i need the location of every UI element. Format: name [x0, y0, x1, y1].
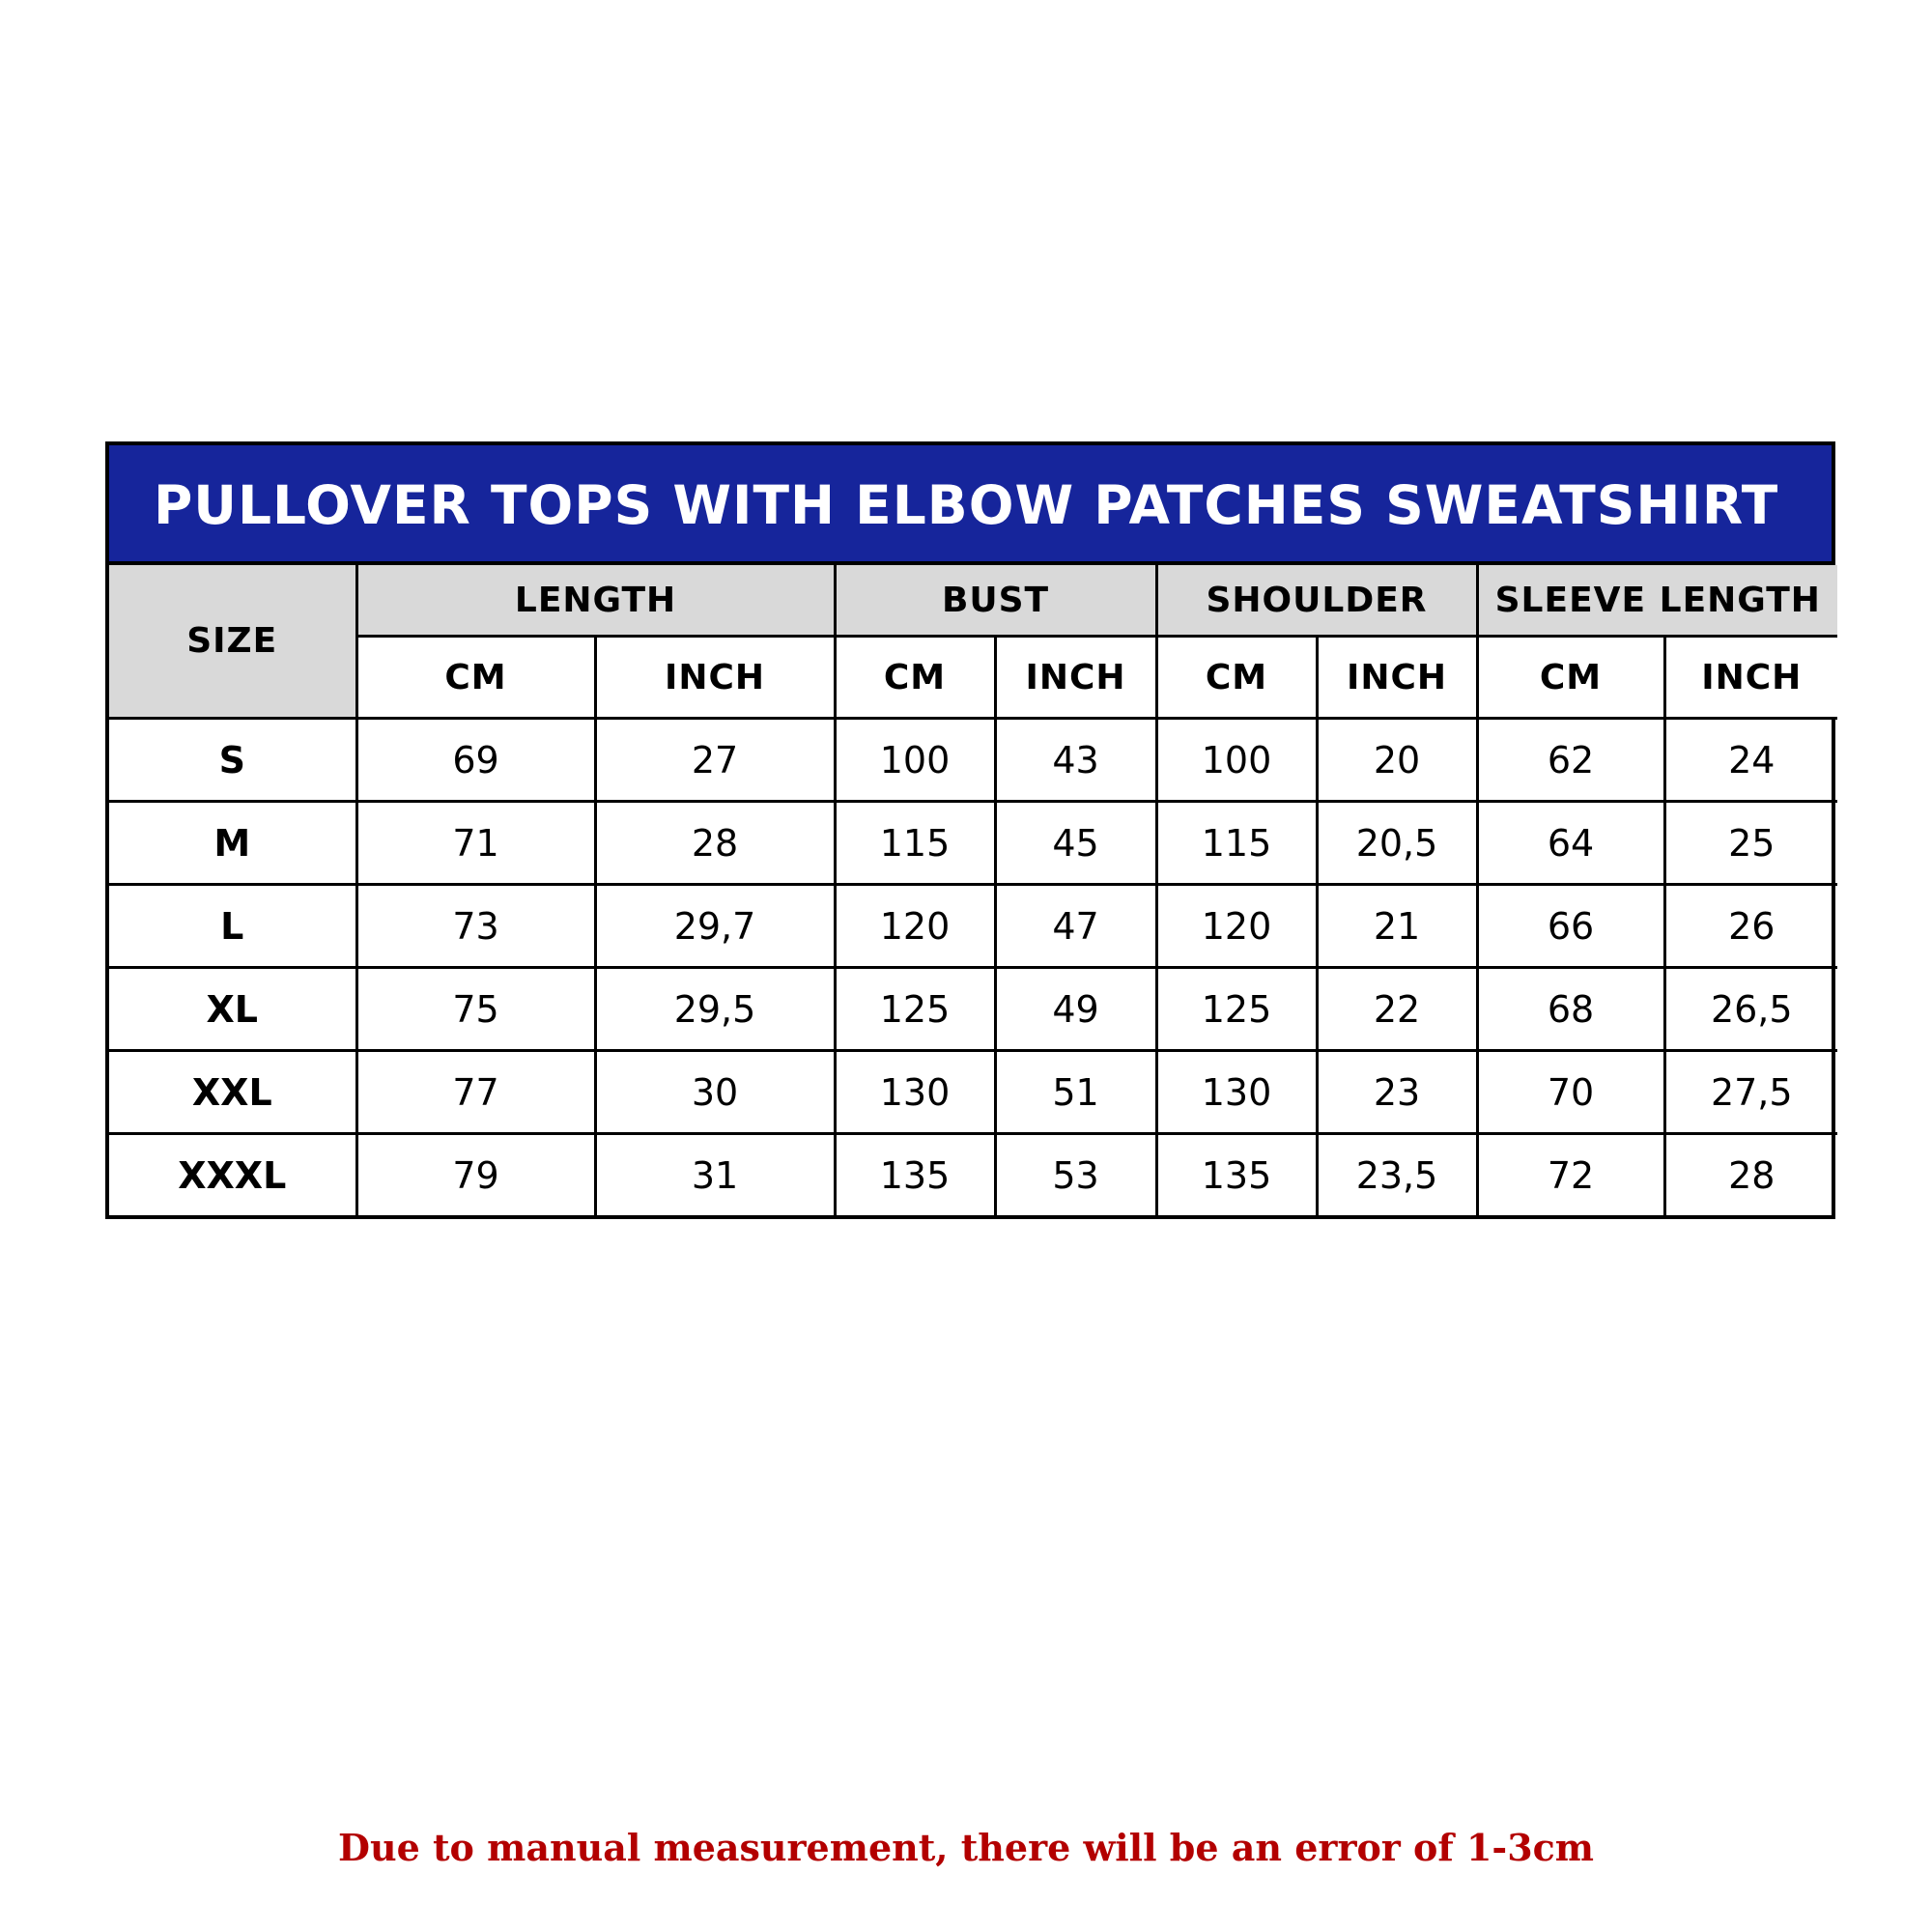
table-cell: 45 [995, 802, 1156, 885]
table-cell: 28 [595, 802, 835, 885]
table-cell: 43 [995, 719, 1156, 802]
table-cell: 28 [1664, 1134, 1837, 1216]
table-cell: 21 [1317, 885, 1477, 968]
table-cell: 26,5 [1664, 968, 1837, 1051]
table-cell: 68 [1477, 968, 1664, 1051]
table-cell: 23 [1317, 1051, 1477, 1134]
table-row [109, 885, 1837, 968]
size-cell: XXL [109, 1051, 356, 1134]
table-cell: 49 [995, 968, 1156, 1051]
unit-header: CM [835, 637, 995, 719]
unit-header: INCH [995, 637, 1156, 719]
table-cell: 125 [1156, 968, 1317, 1051]
unit-header: CM [1156, 637, 1317, 719]
table-row [109, 1051, 1837, 1134]
table-cell: 29,5 [595, 968, 835, 1051]
table-cell: 115 [1156, 802, 1317, 885]
table-cell: 130 [1156, 1051, 1317, 1134]
unit-header: CM [356, 637, 595, 719]
group-header-row [109, 565, 1837, 637]
unit-header: INCH [1664, 637, 1837, 719]
size-cell: M [109, 802, 356, 885]
table-cell: 73 [356, 885, 595, 968]
size-chart [105, 441, 1835, 1219]
unit-header: INCH [1317, 637, 1477, 719]
group-header-bust: BUST [835, 565, 1156, 637]
chart-title: PULLOVER TOPS WITH ELBOW PATCHES SWEATSHIRT [109, 445, 1832, 565]
table-cell: 22 [1317, 968, 1477, 1051]
table-cell: 23,5 [1317, 1134, 1477, 1216]
table-cell: 29,7 [595, 885, 835, 968]
table-cell: 120 [1156, 885, 1317, 968]
unit-header-row [109, 637, 1837, 719]
size-table [109, 565, 1837, 1215]
table-cell: 30 [595, 1051, 835, 1134]
table-cell: 100 [1156, 719, 1317, 802]
group-header-sleeve-length: SLEEVE LENGTH [1477, 565, 1837, 637]
table-cell: 77 [356, 1051, 595, 1134]
table-row [109, 719, 1837, 802]
table-cell: 24 [1664, 719, 1837, 802]
table-cell: 51 [995, 1051, 1156, 1134]
table-cell: 125 [835, 968, 995, 1051]
table-cell: 25 [1664, 802, 1837, 885]
size-cell: L [109, 885, 356, 968]
size-cell: S [109, 719, 356, 802]
table-cell: 70 [1477, 1051, 1664, 1134]
table-cell: 62 [1477, 719, 1664, 802]
table-cell: 71 [356, 802, 595, 885]
table-cell: 120 [835, 885, 995, 968]
unit-header: INCH [595, 637, 835, 719]
table-cell: 47 [995, 885, 1156, 968]
group-header-shoulder: SHOULDER [1156, 565, 1477, 637]
table-row [109, 802, 1837, 885]
measurement-footnote: Due to manual measurement, there will be an error of 1-3cm [338, 1826, 1594, 1869]
table-cell: 79 [356, 1134, 595, 1216]
table-cell: 75 [356, 968, 595, 1051]
table-cell: 20,5 [1317, 802, 1477, 885]
table-cell: 20 [1317, 719, 1477, 802]
table-cell: 27,5 [1664, 1051, 1837, 1134]
table-cell: 135 [835, 1134, 995, 1216]
unit-header: CM [1477, 637, 1664, 719]
table-cell: 31 [595, 1134, 835, 1216]
table-cell: 130 [835, 1051, 995, 1134]
table-cell: 69 [356, 719, 595, 802]
table-cell: 66 [1477, 885, 1664, 968]
table-cell: 72 [1477, 1134, 1664, 1216]
table-cell: 115 [835, 802, 995, 885]
group-header-length: LENGTH [356, 565, 835, 637]
size-header: SIZE [109, 565, 356, 719]
table-cell: 100 [835, 719, 995, 802]
size-cell: XXXL [109, 1134, 356, 1216]
table-cell: 27 [595, 719, 835, 802]
table-row [109, 968, 1837, 1051]
size-cell: XL [109, 968, 356, 1051]
table-row [109, 1134, 1837, 1216]
table-cell: 53 [995, 1134, 1156, 1216]
table-cell: 135 [1156, 1134, 1317, 1216]
table-cell: 26 [1664, 885, 1837, 968]
table-cell: 64 [1477, 802, 1664, 885]
